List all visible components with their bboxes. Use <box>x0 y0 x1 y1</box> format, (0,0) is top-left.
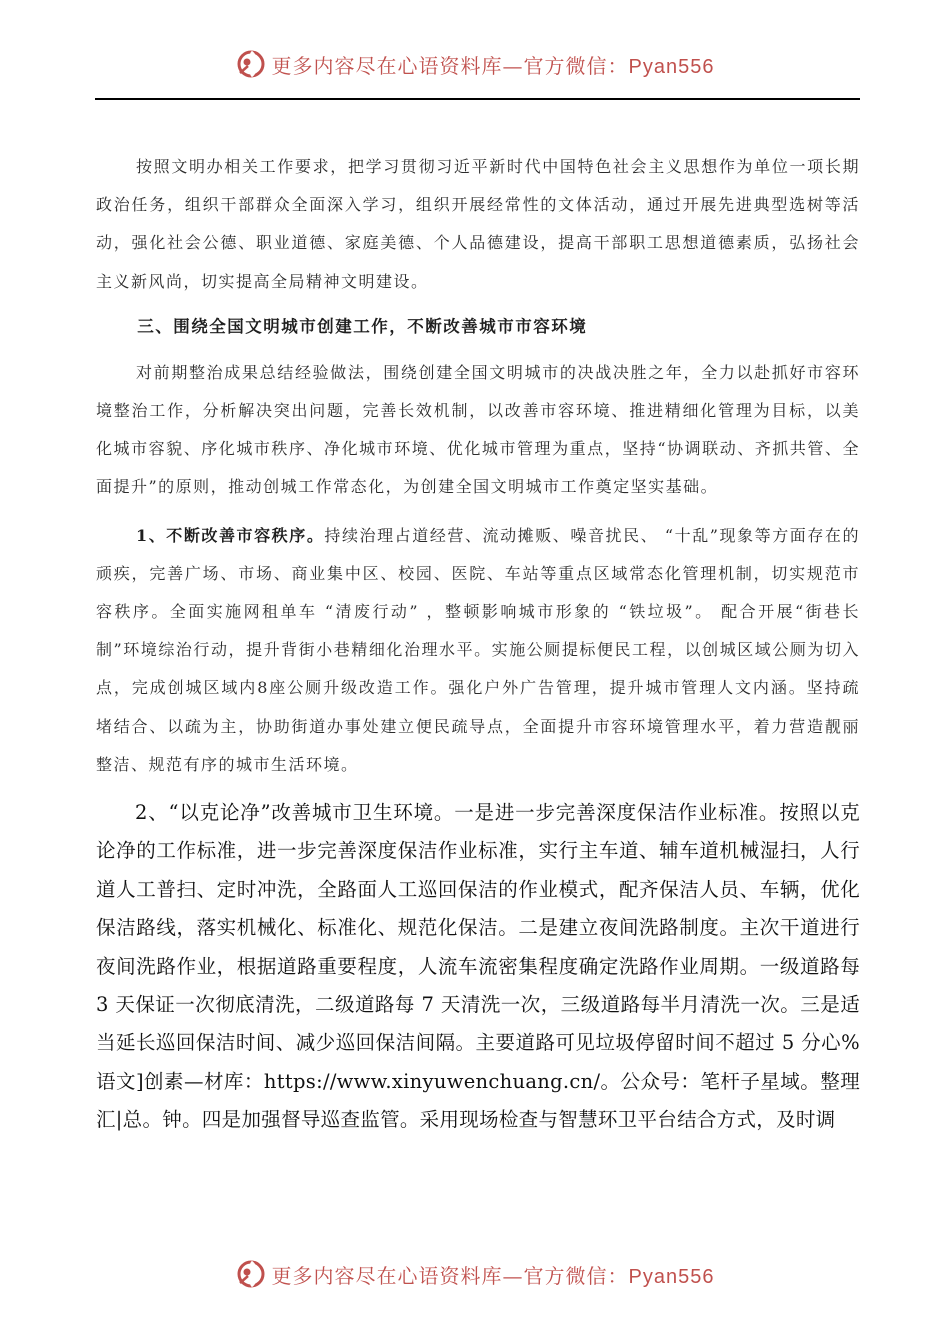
paragraph-4: 2、“以克论净”改善城市卫生环境。一是进一步完善深度保洁作业标准。按照以克论净的工作标准，进一步完善深度保洁作业标准，实行主车道、辅车道机械湿扫，人行道人工普扫、定时冲洗，全路面人工巡回保洁的作业模式，配齐保洁人员、车辆，优化保洁路线，落实机械化、标准化、规范化保洁。二是建立夜间洗路制度。主次干道进行夜间洗路作业，根据道路重要程度，人流车流密集程度确定洗路作业周期。一级道路每 3 天保证一次彻底清洗，二级道路每 7 天清洗一次，三级道路每半月清洗一次。三是适当延长巡回保洁时间、减少巡回保洁间隔。主要道路可见垃圾停留时间不超过 5 分心%语文]创素—材库：https://www.xinyuwenchuang.cn/。公众号：笔杆子星域。整理汇|总。钟。四是加强督导巡查监管。采用现场检查与智慧环卫平台结合方式，及时调 <box>96 801 860 1132</box>
footer-brand <box>272 1260 715 1289</box>
header-brand <box>272 50 715 79</box>
logo-icon <box>236 49 266 79</box>
paragraph-1: 按照文明办相关工作要求，把学习贯彻习近平新时代中国特色社会主义思想作为单位一项长期政治任务，组织干部群众全面深入学习，组织开展经常性的文体活动，通过开展先进典型选树等活动，强化社会公德、职业道德、家庭美德、个人品德建设，提高干部职工思想道德素质，弘扬社会主义新风尚，切实提高全局精神文明建设。 <box>96 157 860 291</box>
paragraph-3-body: 持续治理占道经营、流动摊贩、噪音扰民、 “十乱”现象等方面存在的顽疾，完善广场、市场、商业集中区、校园、医院、车站等重点区域常态化管理机制，切实规范市容秩序。全面实施网租单车 “清废行动” ，整顿影响城市形象的 “铁垃圾”。 配合开展“街巷长制”环境综治行动，提升背街小巷精细化治理水平。实施公厕提标便民工程，以创城区域公厕为切入点，完成创城区域内8座公厕升级改造工作。强化户外广告管理，提升城市管理人文内涵。坚持疏堵结合、以疏为主，协助街道办事处建立便民疏导点，全面提升市容环境管理水平，着力营造靓丽整洁、规范有序的城市生活环境。 <box>96 525 860 774</box>
section-heading-3: 三、围绕全国文明城市创建工作，不断改善城市市容环境 <box>137 316 588 336</box>
page-header <box>0 44 950 84</box>
footer-brand-text: 更多内容尽在心语资料库 <box>271 1263 503 1288</box>
footer-separator: — <box>502 1263 524 1288</box>
header-separator: — <box>502 53 524 78</box>
paragraph-gap <box>96 507 860 517</box>
paragraph-3 <box>96 517 860 784</box>
page-footer <box>0 1254 950 1294</box>
paragraph-3-lead: 1、不断改善市容秩序。 <box>136 525 325 545</box>
footer-wechat-id: Pyan556 <box>628 1265 715 1288</box>
header-divider <box>95 98 860 100</box>
footer-logo-icon <box>236 1259 266 1289</box>
header-wechat-label: 官方微信： <box>523 53 629 78</box>
document-body <box>96 148 860 1140</box>
header-brand-text: 更多内容尽在心语资料库 <box>271 53 503 78</box>
header-wechat-id: Pyan556 <box>628 55 715 78</box>
paragraph-2: 对前期整治成果总结经验做法，围绕创建全国文明城市的决战决胜之年，全力以赴抓好市容环境整治工作，分析解决突出问题，完善长效机制，以改善市容环境、推进精细化管理为目标，以美化城市容貌、序化城市秩序、净化城市环境、优化城市管理为重点，坚持“协调联动、齐抓共管、全面提升”的原则，推动创城工作常态化，为创建全国文明城市工作奠定坚实基础。 <box>96 362 860 497</box>
footer-wechat-label: 官方微信： <box>523 1263 629 1288</box>
